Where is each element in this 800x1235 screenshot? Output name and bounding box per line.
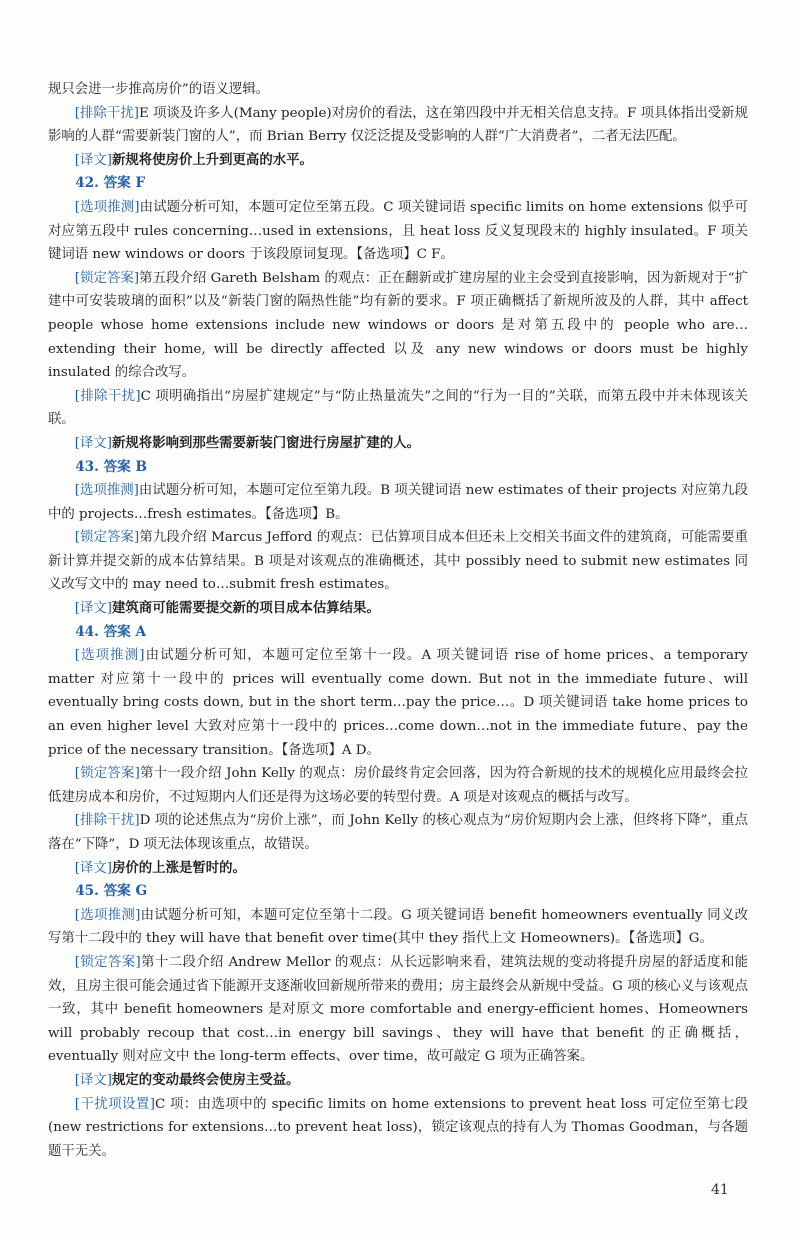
section-label: [干扰项设置]	[74, 1096, 155, 1112]
section-label: [选项推测]	[74, 483, 139, 499]
page-number: 41	[711, 1182, 729, 1198]
paragraph-text: C 项明确指出“房屋扩建规定”与“防止热量流失”之间的“行为一目的”关联，而第五段中并未体现该关联。	[48, 388, 748, 428]
paragraph	[48, 904, 748, 951]
paragraph	[48, 78, 748, 102]
paragraph	[48, 267, 748, 385]
section-label: [译文]	[74, 152, 113, 168]
paragraph	[48, 196, 748, 267]
paragraph-text: C 项：由选项中的 specific limits on home extensions to prevent heat loss 可定位至第七段(new restrictions for extensions…to prevent heat loss)，锁定该观点的持有人为 Thomas Goodman，与各题题干无关。	[48, 1096, 748, 1159]
answer-heading: 45. 答案 G	[75, 883, 148, 900]
paragraph-text: D 项的论述焦点为“房价上涨”，而 John Kelly 的核心观点为“房价短期内会上涨，但终将下降”，重点落在“下降”，D 项无法体现该重点，故错误。	[48, 813, 748, 852]
paragraph	[48, 102, 748, 149]
paragraph	[48, 149, 748, 173]
paragraph-text: 第五段介绍 Gareth Belsham 的观点：正在翻新或扩建房屋的业主会受到直接影响，因为新规对于“扩建中可安装玻璃的面积”以及“新装门窗的隔热性能”均有新的要求。F 项正确概括了新规所波及的人群，其中 affect people whose home extensions include new windows or doors 是对第五段中的 people who are…extending their home, will be directly affected 以及 any new windows or doors must be highly insulated 的综合改写。	[48, 270, 748, 381]
answer-heading: 42. 答案 F	[75, 175, 146, 192]
paragraph	[48, 526, 748, 597]
section-label: [锁定答案]	[74, 270, 140, 286]
paragraph-text: 规只会进一步推高房价”的语义逻辑。	[48, 82, 270, 97]
paragraph	[48, 857, 748, 881]
paragraph-text: 规定的变动最终会使房主受益。	[112, 1071, 300, 1088]
paragraph-text: 第九段介绍 Marcus Jefford 的观点：已估算项目成本但还未上交相关书面文件的建筑商，可能需要重新计算并提交新的成本估算结果。B 项是对该观点的准确概述，其中 possibly need to submit new estimates 同义改写文中的 may need to…submit fresh estimates。	[48, 530, 749, 593]
section-label: [排除干扰]	[74, 813, 140, 829]
paragraph	[48, 385, 748, 432]
paragraph-text: E 项谈及许多人(Many people)对房价的看法，这在第四段中并无相关信息支持。F 项具体指出受新规影响的人群“需要新装门窗的人”，而 Brian Berry 仅泛泛提及受影响的人群“广大消费者”，二者无法匹配。	[48, 105, 748, 145]
paragraph	[48, 951, 748, 1069]
paragraph-text: 第十一段介绍 John Kelly 的观点：房价最终肯定会回落，因为符合新规的技术的规模化应用最终会拉低建房成本和房价，不过短期内人们还是得为这场必要的转型付费。A 项是对该观点的概括与改写。	[48, 766, 748, 805]
section-label: [锁定答案]	[74, 530, 140, 546]
section-label: [选项推测]	[74, 648, 145, 664]
paragraph-text: 新规将影响到那些需要新装门窗进行房屋扩建的人。	[112, 434, 421, 451]
section-label: [选项推测]	[74, 199, 140, 215]
section-label: [译文]	[74, 601, 113, 617]
section-label: [译文]	[74, 435, 113, 451]
answer-heading: 43. 答案 B	[75, 458, 147, 475]
section-label: [排除干扰]	[74, 105, 139, 121]
section-label: [译文]	[74, 1072, 113, 1088]
paragraph-text: 由试题分析可知，本题可定位至第九段。B 项关键词语 new estimates of their projects 对应第九段中的 projects…fresh estimates。【备选项】B。	[48, 483, 748, 522]
paragraph	[48, 597, 748, 621]
paragraph	[48, 809, 748, 856]
section-label: [选项推测]	[74, 907, 141, 923]
paragraph	[48, 1069, 748, 1093]
paragraph-text: 新规将使房价上升到更高的水平。	[112, 151, 313, 168]
paragraph-text: 第十二段介绍 Andrew Mellor 的观点：从长远影响来看，建筑法规的变动将提升房屋的舒适度和能效，且房主很可能会通过省下能源开支逐渐收回新规所带来的费用；房主最终会从新规中受益。G 项的核心义与该观点一致，其中 benefit homeowners 是对原文 more comfortable and energy-efficient homes、Homeowners will probably recoup that cost…in energy bill savings、they will have that benefit 的正确概括，eventually 则对应文中 the long-term effects、over time，故可敲定 G 项为正确答案。	[48, 954, 748, 1065]
paragraph-text: 由试题分析可知，本题可定位至第十一段。A 项关键词语 rise of home prices、a temporary matter 对应第十一段中的 prices will eventually come down. But not in the immediate future、will eventually bring costs down, but in the short term…pay the price…。D 项关键词语 take home prices to an even higher level 大致对应第十一段中的 prices…come down…not in the immediate future、pay the price of the necessary transition。【备选项】A D。	[48, 648, 748, 758]
answer-heading: 44. 答案 A	[75, 623, 147, 640]
paragraph	[48, 432, 748, 456]
paragraph-text: 由试题分析可知，本题可定位至第五段。C 项关键词语 specific limits on home extensions 似乎可对应第五段中 rules concerning…used in extensions，且 heat loss 反义复现段末的 highly insulated。F 项关键词语 new windows or doors 于该段原词复现。【备选项】C F。	[48, 199, 748, 263]
paragraph	[48, 1093, 748, 1164]
paragraph	[48, 479, 748, 526]
section-label: [译文]	[74, 860, 113, 876]
section-label: [排除干扰]	[74, 388, 141, 404]
paragraph	[48, 762, 748, 809]
paragraph-text: 建筑商可能需要提交新的项目成本估算结果。	[112, 600, 380, 617]
page-content	[48, 78, 748, 1163]
paragraph-text: 房价的上涨是暂时的。	[112, 859, 246, 876]
paragraph-text: 由试题分析可知，本题可定位至第十二段。G 项关键词语 benefit homeowners eventually 同义改写第十二段中的 they will have that benefit over time(其中 they 指代上文 Homeowners)。【备选项】G。	[48, 907, 748, 947]
section-label: [锁定答案]	[74, 766, 140, 782]
paragraph	[48, 644, 748, 762]
section-label: [锁定答案]	[74, 954, 141, 970]
